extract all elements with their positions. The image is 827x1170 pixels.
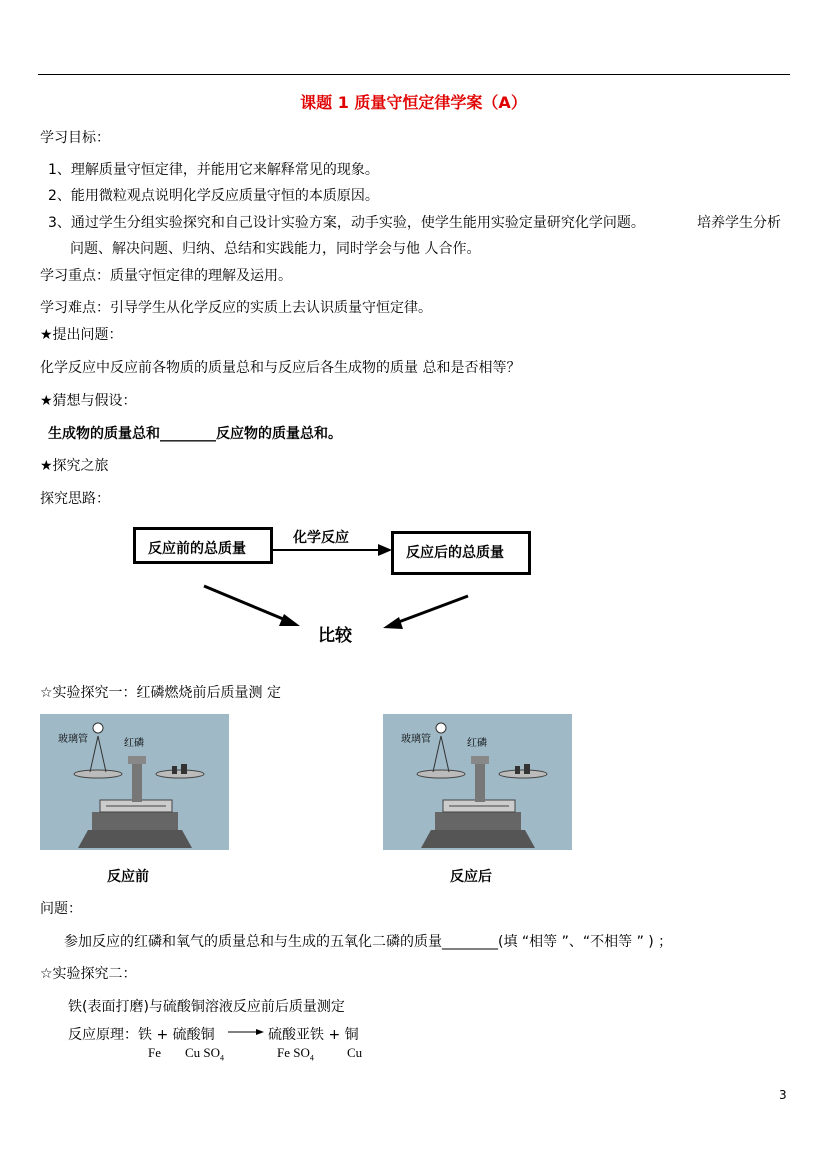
label-red-phosphorus: 红磷 bbox=[124, 738, 144, 749]
formula-feso4: Fe $SO_4$ bbox=[277, 1045, 314, 1063]
hypothesis-heading: ★猜想与假设： bbox=[40, 393, 137, 409]
balance-photo-after bbox=[383, 714, 572, 850]
objectives-heading: 学习目标： bbox=[40, 130, 110, 146]
objective-item-2: 2、能用微粒观点说明化学反应质量守恒的本质原因。 bbox=[48, 188, 379, 204]
caption-after: 反应后 bbox=[450, 869, 492, 885]
flow-box-before bbox=[133, 527, 273, 564]
objective-item-3: 3、通过学生分组实验探究和自己设计实验方案，动手实验，使学生能用实验定量研究化学问题。 bbox=[48, 215, 645, 231]
key-point: 学习重点：质量守恒定律的理解及运用。 bbox=[40, 268, 292, 284]
flow-box-before-label: 反应前的总质量 bbox=[148, 541, 246, 557]
balance-photo-before bbox=[40, 714, 229, 850]
flow-arrow-label: 化学反应 bbox=[293, 530, 349, 546]
objective-item-1: 1、理解质量守恒定律，并能用它来解释常见的现象。 bbox=[48, 162, 379, 178]
header-rule bbox=[38, 74, 790, 75]
formula-cu: Cu bbox=[347, 1045, 363, 1060]
reaction-principle-right: 硫酸亚铁 + 铜 bbox=[268, 1027, 359, 1043]
reaction-principle-left: 反应原理：铁 + 硫酸铜 bbox=[68, 1027, 215, 1043]
difficulty: 学习难点：引导学生从化学反应的实质上去认识质量守恒定律。 bbox=[40, 300, 432, 316]
objective-item-3-line2: 问题、解决问题、归纳、总结和实践能力，同时学会与他 人合作。 bbox=[70, 241, 481, 257]
label-red-phosphorus: 红磷 bbox=[467, 738, 487, 749]
formula-cuso4: Cu $SO_4$ bbox=[185, 1045, 225, 1063]
label-glass-tube: 玻璃管 bbox=[401, 734, 431, 745]
explore-heading: ★探究之旅 bbox=[40, 458, 109, 474]
flow-box-after bbox=[391, 531, 531, 575]
question-heading: ★提出问题： bbox=[40, 327, 123, 343]
flow-box-after-label: 反应后的总质量 bbox=[406, 545, 504, 561]
experiment1-question-text: 参加反应的红磷和氧气的质量总和与生成的五氧化二磷的质量________(填 “相等 ”、“不相等 ” ) ； bbox=[64, 934, 673, 950]
flow-compare: 比较 bbox=[318, 626, 352, 646]
caption-before: 反应前 bbox=[107, 869, 149, 885]
page-number: 3 bbox=[779, 1088, 787, 1102]
objective-item-3-cont: 培养学生分析 bbox=[697, 215, 781, 231]
experiment1-question-label: 问题： bbox=[40, 901, 82, 917]
formula-fe: Fe bbox=[148, 1045, 161, 1060]
experiment2-heading: ☆实验探究二： bbox=[40, 966, 137, 982]
label-glass-tube: 玻璃管 bbox=[58, 734, 88, 745]
experiment1-heading: ☆实验探究一：红磷燃烧前后质量测 定 bbox=[40, 685, 281, 701]
hypothesis-text: 生成物的质量总和________反应物的质量总和。 bbox=[48, 426, 342, 442]
page-title: 课题 1 质量守恒定律学案（A） bbox=[300, 93, 527, 112]
experiment2-subtitle: 铁(表面打磨)与硫酸铜溶液反应前后质量测定 bbox=[68, 999, 345, 1015]
explore-idea: 探究思路： bbox=[40, 491, 110, 507]
question-text: 化学反应中反应前各物质的质量总和与反应后各生成物的质量 总和是否相等？ bbox=[40, 360, 521, 376]
